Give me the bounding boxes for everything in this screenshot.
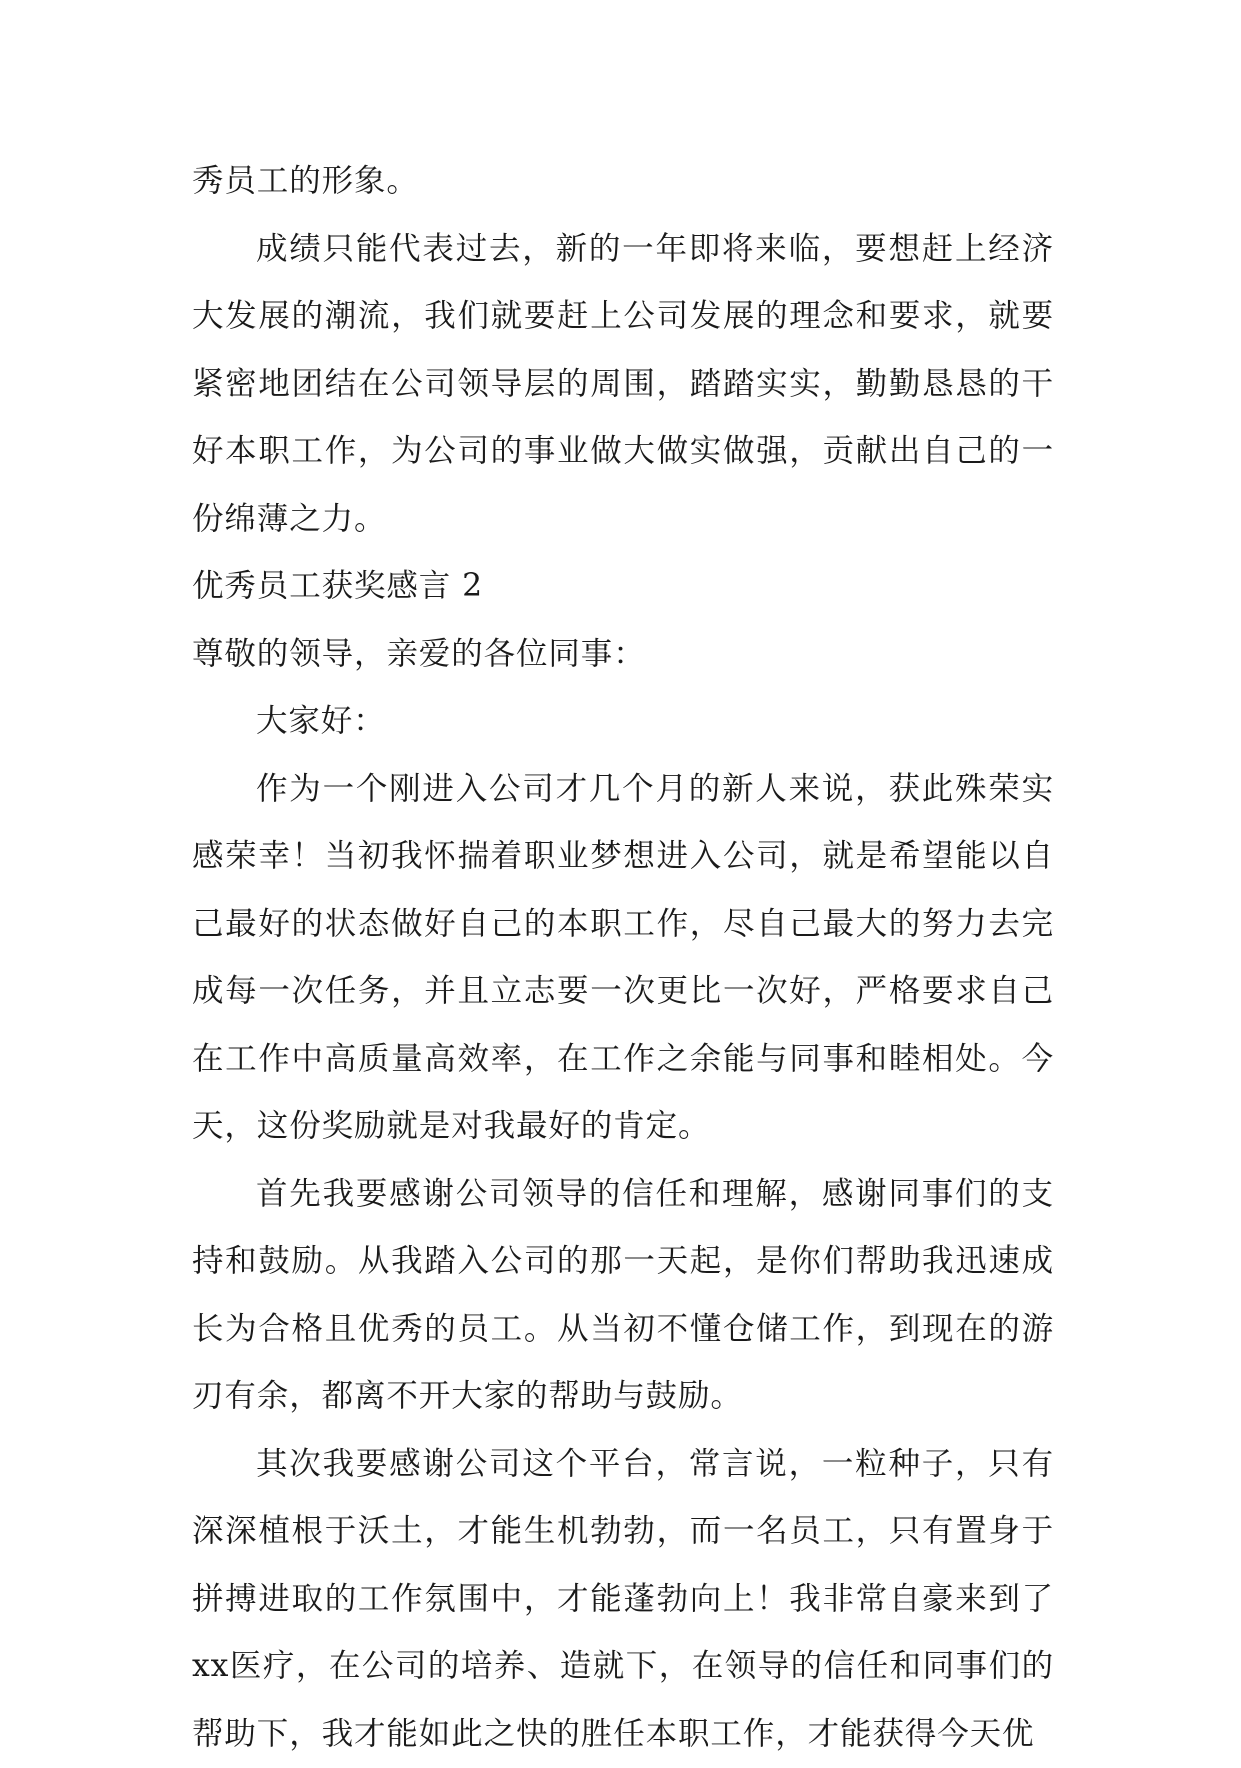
greeting: 大家好： bbox=[192, 688, 1054, 756]
section-title: 优秀员工获奖感言 2 bbox=[192, 553, 1054, 621]
paragraph-achievements: 成绩只能代表过去，新的一年即将来临，要想赶上经济大发展的潮流，我们就要赶上公司发展的理念和要求，就要紧密地团结在公司领导层的周围，踏踏实实，勤勤恳恳的干好本职工作，为公司的事业做大做实做强，贡献出自己的一份绵薄之力。 bbox=[192, 216, 1054, 554]
document-body bbox=[192, 148, 1054, 1768]
paragraph-honor: 作为一个刚进入公司才几个月的新人来说，获此殊荣实感荣幸！当初我怀揣着职业梦想进入公司，就是希望能以自己最好的状态做好自己的本职工作，尽自己最大的努力去完成每一次任务，并且立志要一次更比一次好，严格要求自己在工作中高质量高效率，在工作之余能与同事和睦相处。今天，这份奖励就是对我最好的肯定。 bbox=[192, 756, 1054, 1161]
paragraph-thanks-leaders: 首先我要感谢公司领导的信任和理解，感谢同事们的支持和鼓励。从我踏入公司的那一天起，是你们帮助我迅速成长为合格且优秀的员工。从当初不懂仓储工作，到现在的游刃有余，都离不开大家的帮助与鼓励。 bbox=[192, 1161, 1054, 1431]
salutation: 尊敬的领导，亲爱的各位同事： bbox=[192, 621, 1054, 689]
paragraph-thanks-platform: 其次我要感谢公司这个平台，常言说，一粒种子，只有深深植根于沃土，才能生机勃勃，而一名员工，只有置身于拼搏进取的工作氛围中，才能蓬勃向上！我非常自豪来到了xx医疗，在公司的培养、造就下，在领导的信任和同事们的帮助下，我才能如此之快的胜任本职工作，才能获得今天优 bbox=[192, 1431, 1054, 1768]
paragraph-continuation: 秀员工的形象。 bbox=[192, 148, 1054, 216]
